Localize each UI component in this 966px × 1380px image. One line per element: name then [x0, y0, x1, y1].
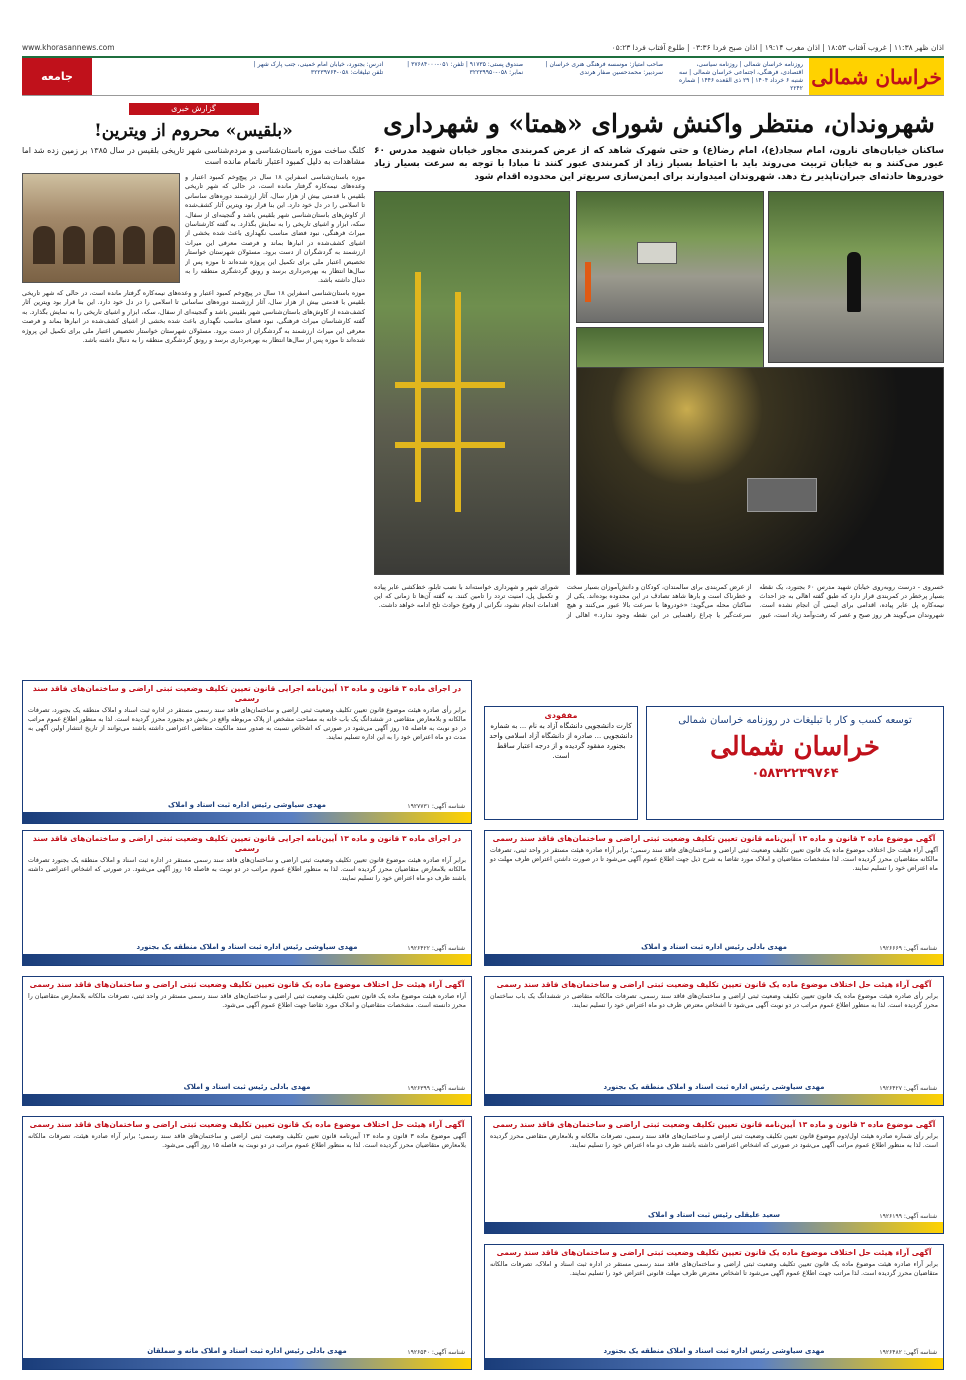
address-info: آدرس: بجنورد، خیابان امام خمینی، جنب پارک شهر | تلفن تبلیغات: ۰۵۸-۳۲۲۳۹۷۶۴: [253, 61, 384, 76]
notice-title: در اجرای ماده ۳ قانون و ماده ۱۳ آیین‌نامه اجرایی قانون تعیین تکلیف وضعیت ثبتی اراضی و ساختمان‌های فاقد سند رسمی: [32, 684, 462, 703]
paper-info: روزنامه خراسان شمالی | روزنامه سیاسی، اقتصادی، فرهنگی، اجتماعی خراسان شمالی | سه شنبه ۶ خرداد ۱۴۰۴ | ۲۹ ذی القعده ۱۴۴۶ | شماره ۲۲۴۲: [679, 61, 803, 92]
report-body: موزه باستان‌شناسی اسفراین ۱۸ سال در پیچ‌وخم کمبود اعتبار و وعده‌های نیمه‌کاره گرفتار مانده است، در حالی که شهر تاریخی بلقیس با قدمتی بیش از هزار سال، آثار ارزشمند دوره‌های ساسانی تا اسلامی را در دل خود دارد. این بنا قرار بود ویترین آثار کشف‌شده از کاوش‌های باستان‌شناسی شهر بلقیس باشد و گنجینه‌ای از سفال، سکه، ابزار و اشیای تاریخی را به نمایش بگذارد. به گفته کارشناسان میراث فرهنگی، نبود فضای مناسب نگهداری باعث شده بخشی از اشیای کشف‌شده در انبارها بماند و فرصت معرفی این میراث ارزشمند به گردشگران از دست برود. مسئولان شهرستان خواستار تخصیص اعتبار ملی برای تکمیل این پروژه شده‌اند تا موزه پس از سال‌ها انتظار به بهره‌برداری برسد و رونق گردشگری منطقه را به دنبال داشته باشد.: [185, 173, 365, 285]
notice-number: شناسه آگهی: ۱۹۲۶۵۴۰: [407, 1349, 465, 1356]
main-article: [374, 103, 944, 675]
legal-notices-area: [22, 680, 944, 1370]
legal-notice-8: [484, 1244, 944, 1370]
notice-number: شناسه آگهی: ۱۹۲۶۶۶۹: [879, 945, 937, 952]
masthead-info: [92, 58, 809, 95]
main-headline: شهروندان، منتظر واکنش شورای «همتا» و شهرداری: [383, 109, 935, 138]
main-subhead: ساکنان خیابان‌های نارون، امام سجاد(ع)، امام رضا(ع) و حتی شهرک شاهد که از عرض کمربندی مجاور خیابان شهید مدرس ۶۰ عبور می‌کنند و به خیابان تربیت می‌روند باید با احتیاط بسیار زیاد از کمربندی عبور کنند تا مبادا با توجه به سرعت بسیار زیاد خودروها حادثه‌ای جبران‌ناپذیر رخ دهد. شهروندان امیدوارند برای ایمن‌سازی سریع‌تر این محدوده اقدام شود: [374, 146, 944, 182]
legal-notice-4: [484, 976, 944, 1106]
notice-body: آگهی موضوع ماده ۳ قانون و ماده ۱۳ آیین‌نامه قانون تعیین تکلیف وضعیت ثبتی اراضی و ساختمان‌های فاقد سند رسمی؛ برابر آراء صادره هیئت، تصرفات مالکانه بلامعارض متقاضیان محرز گردیده است. لذا به منظور اطلاع عموم مراتب در دو نوبت به فاصله ۱۵ روز آگهی می‌شود.: [28, 1133, 467, 1149]
notice-title: آگهی آراء هیئت حل اختلاف موضوع ماده یک قانون تعیین تکلیف وضعیت ثبتی اراضی و ساختمان‌های فاقد سند رسمی: [29, 980, 465, 989]
notice-number: شناسه آگهی: ۱۹۲۶۴۲۷: [879, 1085, 937, 1092]
prayer-times: اذان ظهر ۱۱:۳۸ | غروب آفتاب ۱۸:۵۳ | اذان مغرب ۱۹:۱۴ | اذان صبح فردا ۰۳:۳۶ | طلوع آفتاب فردا ۰۵:۲۳: [611, 42, 944, 52]
ruins-photo: [22, 173, 180, 283]
night-street-photo: [576, 367, 944, 575]
street-photo-woman: [768, 191, 944, 363]
top-info-line: [22, 40, 944, 54]
report-lead: کلنگ ساخت موزه باستان‌شناسی و مردم‌شناسی شهر تاریخی بلقیس در سال ۱۳۸۵ بر زمین زده شد اما مشاهدات به دلیل کمبود اعتبار ناتمام مانده است: [22, 146, 365, 166]
notice-signer: مهدی سیاوشی رئیس اداره ثبت اسناد و املاک منطقه یک بجنورد: [603, 1347, 825, 1355]
notice-title: آگهی آراء هیئت حل اختلاف موضوع ماده یک قانون تعیین تکلیف وضعیت ثبتی اراضی و ساختمان‌های فاقد سند رسمی: [496, 980, 932, 989]
masthead: [22, 56, 944, 96]
notice-number: شناسه آگهی: ۱۹۲۶۳۹۹: [407, 1085, 465, 1092]
legal-notice-3: [22, 830, 472, 966]
notice-title: آگهی آراء هیئت حل اختلاف موضوع ماده یک قانون تعیین تکلیف وضعیت ثبتی اراضی و ساختمان‌های فاقد سند رسمی: [496, 1248, 932, 1257]
paper-logo: [809, 58, 944, 95]
legal-notice-1: [22, 680, 472, 824]
notice-body: برابر آراء صادره هیئت موضوع قانون تعیین تکلیف وضعیت ثبتی اراضی و ساختمان‌های فاقد سند رسمی مستقر در اداره ثبت اسناد و املاک منطقه یک بجنورد تصرفات مالکانه بلامعارض متقاضیان محرز گردیده است. لذا به منظور اطلاع عموم مراتب در دو نوبت به فاصله ۱۵ روز آگهی می‌شود. در صورتی که اشخاص اعتراضی داشته باشند ظرف دو ماه اعتراض خود را تسلیم نمایند.: [28, 857, 466, 882]
report-tag: گزارش خبری: [129, 103, 259, 115]
report-title: «بلقیس» محروم از ویترین!: [94, 121, 293, 141]
contact-info: صندوق پستی: ۹۱۷۳۵ | تلفن: ۰۵۱-۳۷۶۸۴۰۰۰ | نمابر: ۰۵۸-۳۲۲۳۹۹۵۰: [407, 61, 524, 76]
notice-body: آگهی آراء هیئت حل اختلاف موضوع ماده یک قانون تعیین تکلیف وضعیت ثبتی اراضی و ساختمان‌های فاقد سند رسمی؛ برابر آراء صادره هیئت مستقر در واحد ثبتی، تصرفات مالکانه متقاضیان محرز گردیده است. لذا مشخصات متقاضیان و املاک مورد تقاضا به شرح ذیل جهت اطلاع عموم آگهی می‌شود تا در صورت داشتن اعتراض ظرف مهلت دو ماه اعتراض خود را تسلیم نمایند.: [490, 847, 938, 872]
notice-signer: مهدی سیاوشی رئیس اداره ثبت اسناد و املاک منطقه یک بجنورد: [136, 943, 358, 951]
promo-slogan: توسعه کسب و کار با تبلیغات در روزنامه خراسان شمالی: [678, 715, 912, 726]
legal-notice-5: [22, 976, 472, 1106]
notice-number: شناسه آگهی: ۱۹۲۶۱۹۹: [879, 1213, 937, 1220]
notice-title: آگهی آراء هیئت حل اختلاف موضوع ماده یک قانون تعیین تکلیف وضعیت ثبتی اراضی و ساختمان‌های فاقد سند رسمی: [29, 1120, 465, 1129]
notice-number: شناسه آگهی: ۱۹۲۶۴۸۲: [879, 1349, 937, 1356]
notice-signer: مهدی بادلی رئیس ثبت اسناد و املاک: [183, 1083, 311, 1091]
notice-signer: مهدی بادلی رئیس اداره ثبت اسناد و املاک: [641, 943, 787, 951]
notice-signer: مهدی بادلی رئیس اداره ثبت اسناد و املاک مانه و سملقان: [147, 1347, 347, 1355]
paper-logo-text: خراسان شمالی: [811, 64, 942, 89]
notice-body: برابر رأی صادره هیئت موضوع ماده یک قانون تعیین تکلیف وضعیت ثبتی اراضی و ساختمان‌های فاقد سند رسمی، تصرفات مالکانه متقاضی در ششدانگ یک باب ساختمان محرز گردیده است. لذا به منظور اطلاع عموم مراتب در دو نوبت آگهی می‌شود تا اشخاص معترض ظرف دو ماه اعتراض خود را تسلیم نمایند.: [490, 993, 938, 1009]
section-label: جامعه: [22, 58, 92, 95]
report-body-continued: موزه باستان‌شناسی اسفراین ۱۸ سال در پیچ‌وخم کمبود اعتبار و وعده‌های نیمه‌کاره گرفتار مانده است، در حالی که شهر تاریخی بلقیس با قدمتی بیش از هزار سال، آثار ارزشمند دوره‌های ساسانی تا اسلامی را در دل خود دارد. این بنا قرار بود ویترین آثار کشف‌شده از کاوش‌های باستان‌شناسی شهر بلقیس باشد و گنجینه‌ای از سفال، سکه، ابزار و اشیای تاریخی را به نمایش بگذارد. به گفته کارشناسان میراث فرهنگی، نبود فضای مناسب نگهداری باعث شده بخشی از اشیای کشف‌شده در انبارها بماند و فرصت معرفی این میراث ارزشمند به گردشگران از دست برود. مسئولان شهرستان خواستار تخصیص اعتبار ملی برای تکمیل این پروژه شده‌اند تا موزه پس از سال‌ها انتظار به بهره‌برداری برسد و رونق گردشگری منطقه را به دنبال داشته باشد.: [22, 289, 365, 345]
notice-signer: مهدی سیاوشی رئیس اداره ثبت اسناد و املاک منطقه یک بجنورد: [603, 1083, 825, 1091]
notice-body: برابر رأی شماره صادره هیئت اول/دوم موضوع قانون تعیین تکلیف وضعیت ثبتی اراضی و ساختمان‌های فاقد سند رسمی، تصرفات مالکانه و بلامعارض متقاضی محرز گردیده است. لذا به منظور اطلاع عموم مراتب آگهی می‌شود در صورتی که اشخاص اعتراضی داشته باشند ظرف دو ماه اعتراض خود را تسلیم نمایند.: [490, 1133, 938, 1149]
notice-body: آراء صادره هیئت موضوع ماده یک قانون تعیین تکلیف وضعیت ثبتی اراضی و ساختمان‌های فاقد سند رسمی مستقر در واحد ثبتی، تصرفات مالکانه بلامعارض متقاضیان را محرز دانسته است. مشخصات متقاضیان و املاک مورد تقاضا جهت اطلاع عموم آگهی می‌شود.: [28, 993, 466, 1009]
notice-signer: سعید علیقلی رئیس ثبت اسناد و املاک: [647, 1211, 781, 1219]
notice-title: در اجرای ماده ۳ قانون و ماده ۱۳ آیین‌نامه اجرایی قانون تعیین تکلیف وضعیت ثبتی اراضی و ساختمان‌های فاقد سند رسمی: [32, 834, 462, 853]
legal-notice-7: [22, 1116, 472, 1370]
legal-notice-2: [484, 830, 944, 966]
report-column: [22, 103, 365, 675]
notice-number: شناسه آگهی: ۱۹۲۶۴۲۲: [407, 945, 465, 952]
photo-grid: [374, 191, 944, 579]
lost-notice-text: کارت دانشجویی دانشگاه آزاد به نام ... به شماره دانشجویی ... صادره از دانشگاه آزاد اسلامی واحد بجنورد مفقود گردیده و از درجه اعتبار ساقط است.: [489, 722, 633, 760]
notice-body: برابر آراء صادره هیئت موضوع ماده یک قانون تعیین تکلیف وضعیت ثبتی اراضی و ساختمان‌های فاقد سند رسمی مستقر در اداره ثبت اسناد و املاک، تصرفات مالکانه متقاضیان محرز گردیده است. لذا مراتب جهت اطلاع عموم آگهی می‌شود تا اشخاص معترض ظرف مهلت قانونی اعتراض خود را تسلیم نمایند.: [490, 1261, 938, 1277]
lost-notice: [484, 706, 638, 820]
owner-info: صاحب امتیاز: موسسه فرهنگی هنری خراسان | سردبیر: محمدحسین صفار هرندی: [545, 61, 664, 76]
notice-title: آگهی موضوع ماده ۳ قانون و ماده ۱۳ آیین‌نامه قانون تعیین تکلیف وضعیت ثبتی اراضی و ساختمان‌های فاقد سند رسمی: [492, 834, 936, 843]
notice-body: برابر رأی صادره هیئت موضوع قانون تعیین تکلیف وضعیت ثبتی اراضی و ساختمان‌های فاقد سند رسمی مستقر در اداره ثبت اسناد و املاک منطقه یک بجنورد، تصرفات مالکانه و بلامعارض متقاضی در ششدانگ یک باب خانه به مساحت مشخص از پلاک مربوطه واقع در بخش دو بجنورد محرز گردیده است. لذا به منظور اطلاع عموم مراتب در دو نوبت به فاصله ۱۵ روز آگهی می‌شود در صورتی که اشخاص نسبت به صدور سند مالکیت متقاضی اعتراضی داشته باشند می‌توانند از تاریخ انتشار اولین آگهی به مدت دو ماه اعتراض خود را به این اداره تسلیم نمایند.: [28, 707, 466, 741]
lost-notice-title: مفقودی: [544, 711, 578, 720]
website-url[interactable]: www.khorasannews.com: [22, 42, 115, 52]
main-article-body: خسروی - درست روبه‌روی خیابان شهید مدرس ۶۰ بجنورد، یک نقطه بسیار پرخطر در کمربندی قرار دارد که طبق گفته اهالی به جز احداث نیمه‌کاره پل عابر پیاده، اقدامی برای ایمنی آن انجام نشده است. شهروندان می‌گویند هر روز صبح و عصر که رفت‌وآمد زیاد است، عبور از عرض کمربندی برای سالمندان، کودکان و دانش‌آموزان بسیار سخت و خطرناک است و بارها شاهد تصادف در این محدوده بوده‌اند. یکی از ساکنان محله می‌گوید: «خودروها با سرعت بالا عبور می‌کنند و هیچ سرعت‌گیر یا چراغ راهنمایی در این نقطه وجود ندارد.» اهالی از شورای شهر و شهرداری خواسته‌اند با نصب تابلو، خط‌کشی عابر پیاده و تکمیل پل، امنیت تردد را تامین کنند. به گفته آن‌ها تا زمانی که این اقدامات انجام نشود، نگرانی از وقوع حوادث تلخ ادامه خواهد داشت.: [374, 583, 944, 619]
advertising-promo[interactable]: [646, 706, 944, 820]
pedestrian-stairs-photo: [374, 191, 570, 575]
notice-number: شناسه آگهی: ۱۹۲۷۷۳۱: [407, 803, 465, 810]
legal-notice-6: [484, 1116, 944, 1234]
notice-signer: مهدی سیاوشی رئیس اداره ثبت اسناد و املاک: [168, 801, 326, 809]
street-photo-truck: [576, 191, 764, 323]
notice-title: آگهی موضوع ماده ۳ قانون و ماده ۱۳ آیین‌نامه قانون تعیین تکلیف وضعیت ثبتی اراضی و ساختمان‌های فاقد سند رسمی: [492, 1120, 936, 1129]
promo-logo: خراسان شمالی: [710, 732, 880, 762]
promo-phone: ۰۵۸۳۲۲۳۹۷۶۴: [751, 766, 839, 781]
